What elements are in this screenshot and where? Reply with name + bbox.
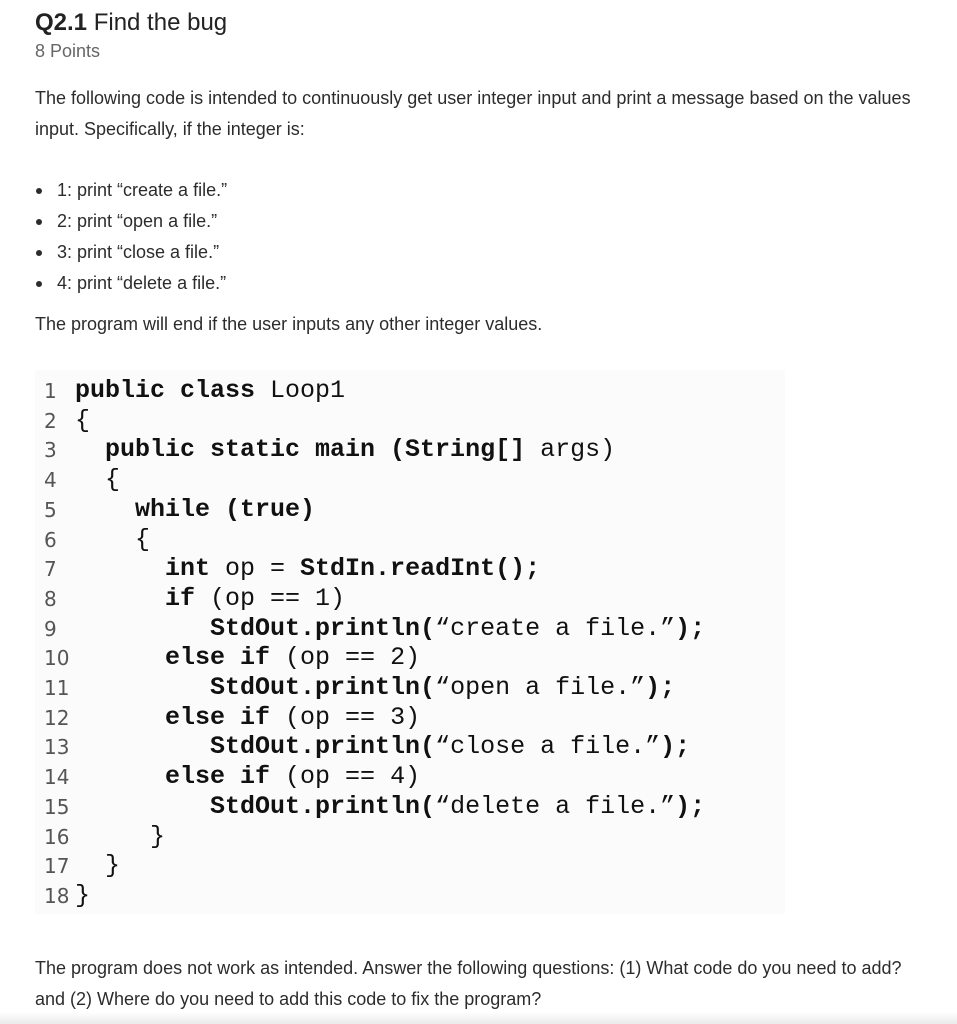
footer-question: The program does not work as intended. Answer the following questions: (1) What code do you need to add? and (2) Where do you need to add this code to fix the program? bbox=[35, 958, 902, 1009]
code-line bbox=[35, 643, 785, 673]
code-token: public class bbox=[75, 376, 271, 405]
code-text bbox=[75, 435, 615, 465]
code-line bbox=[35, 792, 785, 822]
code-text bbox=[75, 851, 120, 881]
code-text bbox=[75, 881, 90, 911]
line-number: 7 bbox=[44, 557, 57, 582]
question-points: 8 Points bbox=[35, 41, 101, 61]
code-token: while (true) bbox=[75, 494, 316, 524]
code-token: { bbox=[75, 465, 121, 495]
line-number: 16 bbox=[44, 824, 70, 849]
code-token: StdOut.println( bbox=[75, 791, 436, 821]
code-token: StdIn.readInt(); bbox=[300, 554, 541, 584]
bottom-fade bbox=[0, 1012, 957, 1024]
code-token: op = bbox=[225, 554, 301, 584]
line-number: 11 bbox=[44, 676, 70, 700]
code-token: “open a file.” bbox=[435, 673, 646, 702]
code-token: } bbox=[75, 880, 91, 910]
code-token: { bbox=[75, 405, 91, 435]
code-token: StdOut.println( bbox=[75, 732, 436, 762]
code-line bbox=[35, 525, 785, 555]
code-text bbox=[75, 703, 420, 733]
code-token: else if bbox=[75, 643, 286, 673]
code-token: } bbox=[75, 821, 166, 851]
code-text bbox=[75, 673, 675, 703]
line-number: 14 bbox=[44, 765, 70, 790]
code-text bbox=[75, 554, 540, 584]
code-token: StdOut.println( bbox=[75, 613, 436, 643]
code-token: { bbox=[75, 524, 151, 554]
question-prompt: The following code is intended to continuously get user integer input and print a message based on the values input. Specifically, if the integer is: bbox=[35, 88, 911, 139]
line-number: 13 bbox=[44, 735, 70, 760]
code-text bbox=[75, 465, 120, 495]
case-item: 4: print “delete a file.” bbox=[35, 268, 227, 299]
line-number: 5 bbox=[44, 497, 57, 522]
code-line bbox=[35, 673, 785, 703]
code-line bbox=[35, 762, 785, 792]
code-line bbox=[35, 495, 785, 525]
code-text bbox=[75, 525, 150, 555]
code-token: else if bbox=[75, 762, 286, 792]
question-title-text: Find the bug bbox=[93, 9, 228, 36]
code-token: “close a file.” bbox=[435, 732, 661, 762]
code-text bbox=[75, 406, 90, 436]
line-number: 17 bbox=[44, 854, 70, 879]
code-token: StdOut.println( bbox=[75, 673, 436, 702]
code-text bbox=[75, 762, 420, 792]
code-token: else if bbox=[75, 702, 286, 732]
line-number: 9 bbox=[44, 616, 57, 641]
line-number: 1 bbox=[44, 379, 57, 403]
case-item: 3: print “close a file.” bbox=[35, 237, 227, 268]
case-list bbox=[35, 175, 227, 299]
line-number: 4 bbox=[44, 468, 57, 493]
code-token: ); bbox=[675, 791, 706, 821]
code-line bbox=[35, 822, 785, 852]
code-token: “delete a file.” bbox=[435, 791, 676, 821]
code-token: args) bbox=[540, 435, 616, 465]
code-line bbox=[35, 584, 785, 614]
code-token: Loop1 bbox=[270, 376, 346, 405]
code-text bbox=[75, 495, 315, 525]
question-number: Q2.1 bbox=[35, 9, 88, 36]
code-token: } bbox=[75, 851, 121, 881]
line-number: 8 bbox=[44, 586, 57, 611]
line-number: 3 bbox=[44, 438, 57, 463]
code-line bbox=[35, 881, 785, 911]
question-title bbox=[35, 8, 227, 38]
case-item: 1: print “create a file.” bbox=[35, 175, 227, 206]
line-number: 12 bbox=[44, 705, 70, 730]
line-number: 15 bbox=[44, 794, 70, 819]
line-number: 18 bbox=[44, 883, 70, 908]
code-line bbox=[35, 376, 785, 406]
case-item: 2: print “open a file.” bbox=[35, 206, 227, 237]
code-line bbox=[35, 732, 785, 762]
line-number: 6 bbox=[44, 527, 57, 552]
end-note: The program will end if the user inputs any other integer values. bbox=[35, 314, 543, 334]
code-text bbox=[75, 584, 345, 614]
code-line bbox=[35, 703, 785, 733]
code-text bbox=[75, 792, 705, 822]
line-number: 10 bbox=[44, 646, 70, 671]
code-token: int bbox=[75, 554, 226, 584]
code-line bbox=[35, 614, 785, 644]
code-text bbox=[75, 822, 165, 852]
code-line bbox=[35, 554, 785, 584]
code-line bbox=[35, 851, 785, 881]
code-token: (op == 3) bbox=[285, 702, 421, 732]
code-token: (op == 1) bbox=[210, 583, 346, 613]
code-text bbox=[75, 376, 345, 406]
code-image bbox=[35, 370, 785, 914]
code-token: “create a file.” bbox=[435, 613, 676, 643]
code-token: ); bbox=[645, 673, 676, 702]
code-line bbox=[35, 465, 785, 495]
code-line bbox=[35, 406, 785, 436]
line-number: 2 bbox=[44, 408, 57, 433]
code-text bbox=[75, 732, 690, 762]
code-token: public static main (String[] bbox=[75, 435, 541, 465]
code-token: if bbox=[75, 583, 211, 613]
code-text bbox=[75, 614, 705, 644]
code-token: ); bbox=[660, 732, 691, 762]
code-token: (op == 2) bbox=[285, 643, 421, 673]
code-token: (op == 4) bbox=[285, 762, 421, 792]
code-text bbox=[75, 643, 420, 673]
code-line bbox=[35, 435, 785, 465]
code-token: ); bbox=[675, 613, 706, 643]
